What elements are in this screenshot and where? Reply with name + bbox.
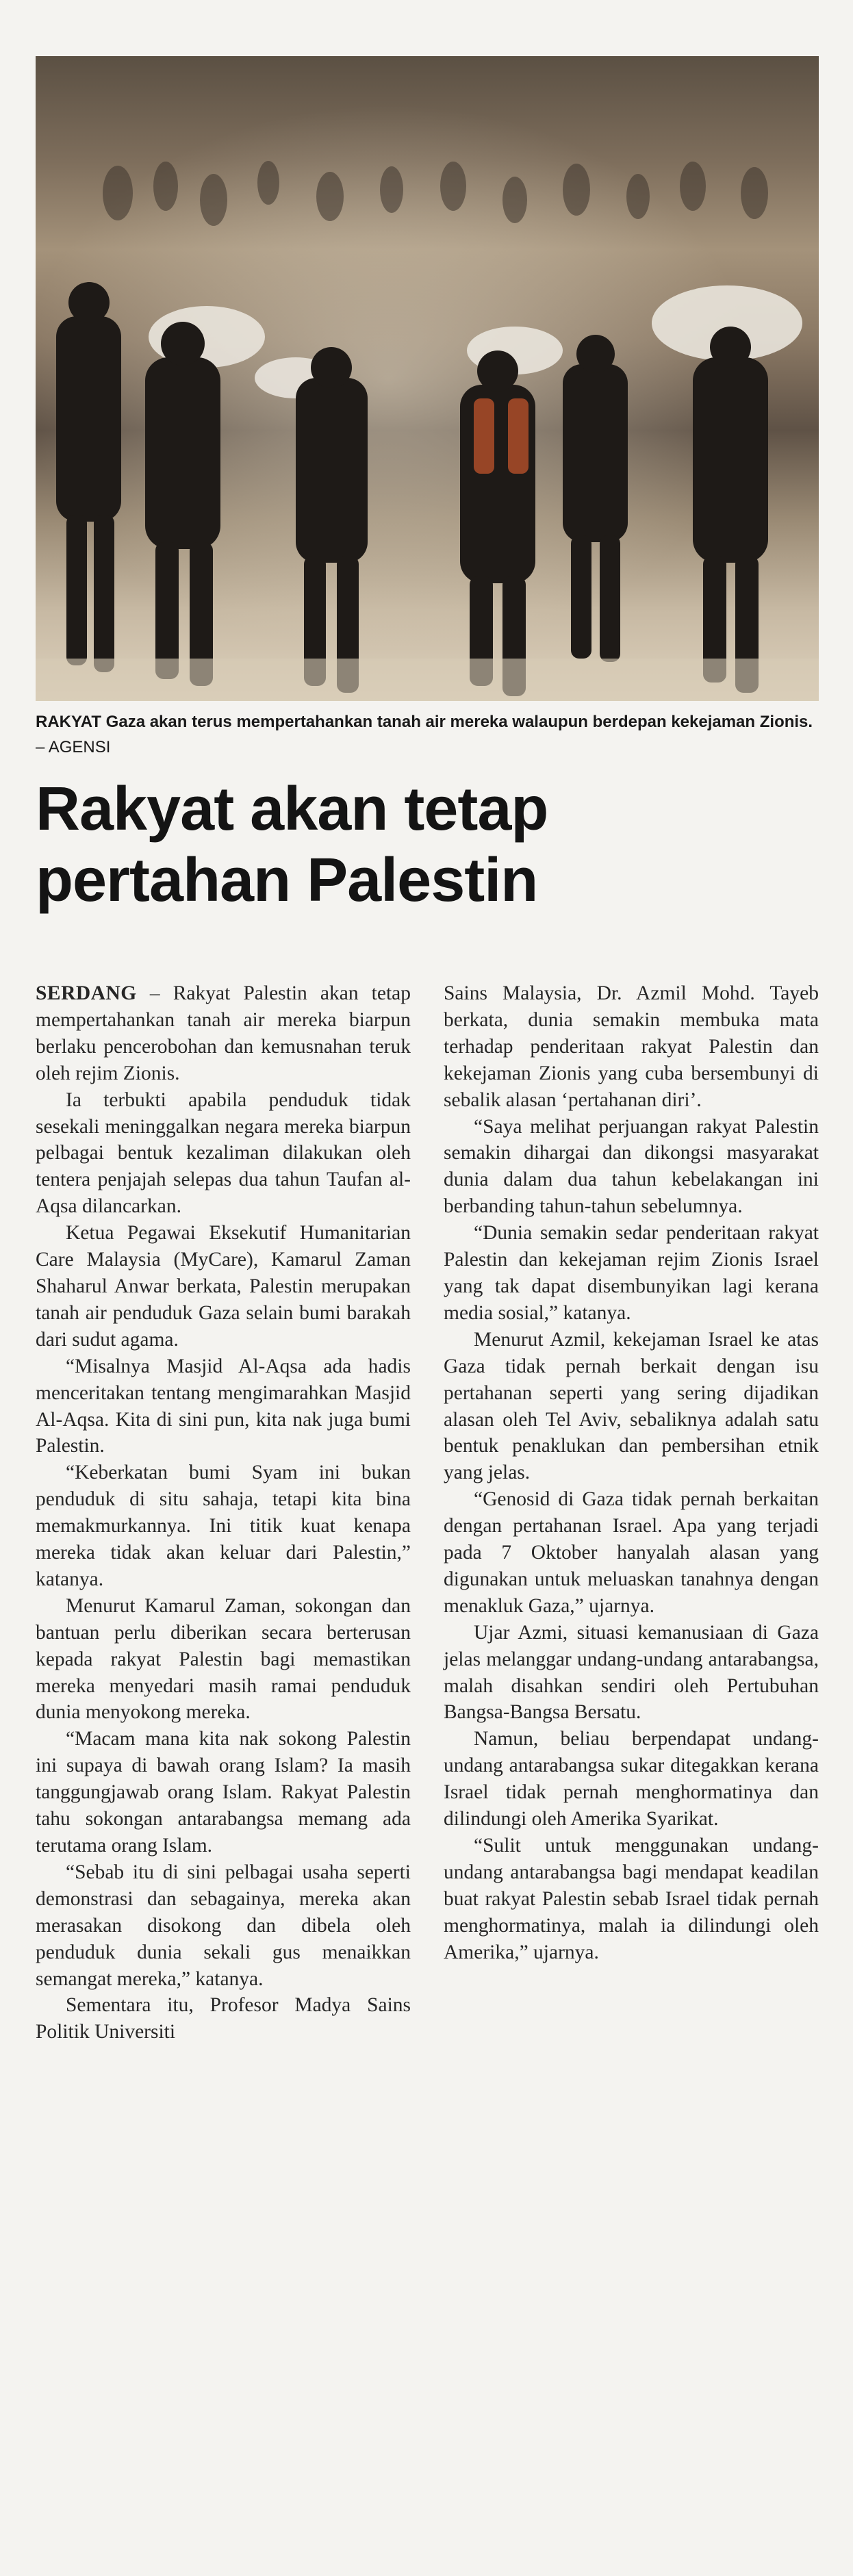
article-paragraph: “Saya melihat perjuangan rakyat Palestin semakin dihargai dan dikongsi masyarakat dunia dalam dua tahun kebelakangan ini berbanding tahun-tahun sebelumnya. <box>444 1115 819 1218</box>
article-paragraph: “Genosid di Gaza tidak pernah berkaitan dengan pertahanan Israel. Apa yang terjadi pada 7 Oktober hanyalah alasan yang digunakan untuk meluaskan tanahnya dengan menakluk Gaza,” ujarnya. <box>444 1488 819 1617</box>
article-paragraph <box>36 980 411 1087</box>
paragraph-text: – Rakyat Palestin akan tetap mempertahankan tanah air mereka biarpun berlaku pencerobohan dan kemusnahan teruk oleh rejim Zionis. <box>36 982 411 1084</box>
article-paragraph: “Macam mana kita nak sokong Palestin ini supaya di bawah orang Islam? Ia masih tanggungjawab orang Islam. Rakyat Palestin tahu sokongan antarabangsa memang ada terutama orang Islam. <box>36 1728 411 1857</box>
article-paragraph: Sementara itu, Profesor Madya Sains Politik Universiti <box>36 1994 411 2043</box>
photo-illustration <box>36 56 819 701</box>
article-paragraph: Menurut Azmil, kekejaman Israel ke atas Gaza tidak pernah berkait dengan isu pertahanan seperti yang sering dijadikan alasan oleh Tel Aviv, sebaliknya adalah satu bentuk penaklukan dan pembersihan etnik yang jelas. <box>444 1328 819 1484</box>
article-paragraph: “Misalnya Masjid Al-Aqsa ada hadis menceritakan tentang mengimarahkan Masjid Al-Aqsa. Kita di sini pun, kita nak juga bumi Palestin. <box>36 1355 411 1457</box>
article-paragraph: Namun, beliau berpendapat undang-undang antarabangsa sukar ditegakkan kerana Israel tidak pernah menghormatinya dan dilindungi oleh Amerika Syarikat. <box>444 1728 819 1831</box>
article-paragraph: Ujar Azmi, situasi kemanusiaan di Gaza jelas melanggar undang-undang antarabangsa, malah disahkan sendiri oleh Pertubuhan Bangsa-Bangsa Bersatu. <box>444 1621 819 1724</box>
article-column-right <box>444 980 819 1966</box>
article-column-left <box>36 980 411 2045</box>
headline-line-2: pertahan Palestin <box>36 846 538 915</box>
article-paragraph: Sains Malaysia, Dr. Azmil Mohd. Tayeb berkata, dunia semakin membuka mata terhadap penderitaan rakyat Palestin dan kekejaman Zionis yang cuba bersembunyi di sebalik alasan ‘pertahanan diri’. <box>444 982 819 1111</box>
article-paragraph: “Sebab itu di sini pelbagai usaha seperti demonstrasi dan sebagainya, mereka akan merasakan disokong dan dibela oleh penduduk dunia sekali gus menaikkan semangat mereka,” katanya. <box>36 1861 411 1990</box>
caption-credit: – AGENSI <box>36 738 111 756</box>
article-paragraph: “Keberkatan bumi Syam ini bukan penduduk di situ sahaja, tetapi kita bina memakmurkannya. Ini titik kuat kenapa mereka tidak akan keluar dari Palestin,” katanya. <box>36 1462 411 1590</box>
headline-line-1: Rakyat akan tetap <box>36 775 548 843</box>
headline <box>36 774 819 916</box>
article-paragraph: “Dunia semakin sedar penderitaan rakyat Palestin dan kekejaman rejim Zionis Israel yang tak dapat disembunyikan lagi kerana media sosial,” katanya. <box>444 1222 819 1324</box>
article-paragraph: Ia terbukti apabila penduduk tidak sesekali meninggalkan negara mereka biarpun pelbagai bentuk kezaliman dilakukan oleh tentera penjajah selepas dua tahun Taufan al-Aqsa dilancarkan. <box>36 1088 411 1218</box>
article-paragraph: Menurut Kamarul Zaman, sokongan dan bantuan perlu diberikan secara berterusan kepada rakyat Palestin bagi memastikan mereka menyedari masih ramai penduduk dunia menyokong mereka. <box>36 1594 411 1724</box>
article-paragraph: Ketua Pegawai Eksekutif Humanitarian Care Malaysia (MyCare), Kamarul Zaman Shaharul Anwar berkata, Palestin merupakan tanah air penduduk Gaza selain bumi barakah dari sudut agama. <box>36 1222 411 1351</box>
dateline: SERDANG <box>36 982 137 1004</box>
photo-caption <box>36 709 819 760</box>
news-photo <box>36 56 819 701</box>
caption-text: RAKYAT Gaza akan terus mempertahankan tanah air mereka walaupun berdepan kekejaman Zionis. <box>36 713 813 731</box>
article-paragraph: “Sulit untuk menggunakan undang-undang antarabangsa bagi mendapat keadilan buat rakyat Palestin sebab Israel tidak pernah menghormatinya, malah ia dilindungi oleh Amerika,” ujarnya. <box>444 1835 819 1963</box>
